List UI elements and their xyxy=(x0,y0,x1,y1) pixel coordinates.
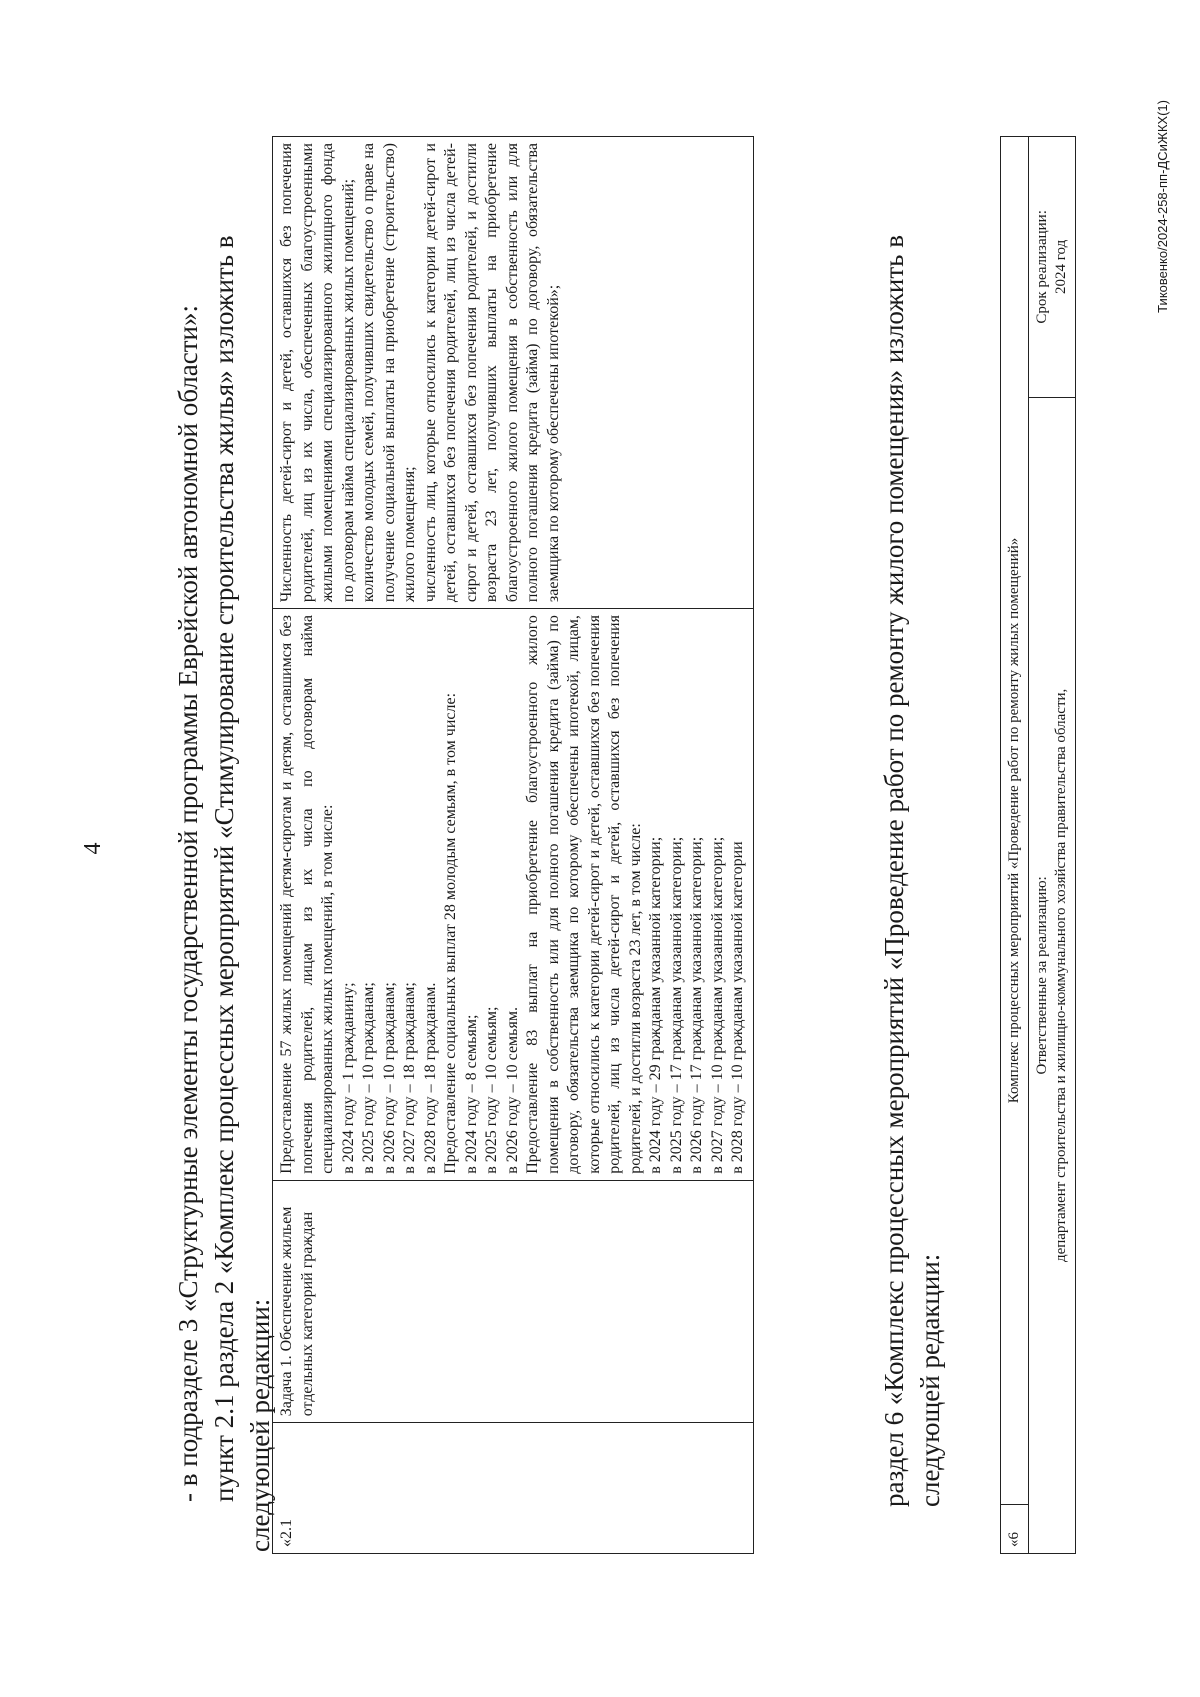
intro-line-edition: следующей редакции: xyxy=(245,1298,275,1552)
intro-paragraph xyxy=(170,152,278,1552)
row-number-cell: «6 xyxy=(1001,1505,1029,1554)
indicator-line: численность лиц, которые относились к категории детей-сирот и детей, оставшихся без попечения родителей, лиц из числа детей-сирот и детей, оставшихся без попечения родителей, и достигли возраста 23 лет, получивших выплаты на приобретение благоустроенного жилого помещения в собственность или для полного погашения кредита (займа) по договору, обязательства заемщика по которому обеспечены ипотекой»; xyxy=(421,143,562,603)
description-cell xyxy=(273,609,754,1181)
term-cell xyxy=(1029,137,1076,398)
description-line: в 2024 году – 1 гражданину; xyxy=(339,982,357,1174)
task-table xyxy=(272,136,754,1554)
document-footer: Тиковенко/2024-258-пп-ДСиЖКХ(1) xyxy=(1155,100,1170,313)
description-line: в 2026 году – 10 семьям. xyxy=(503,1007,521,1174)
task-cell: Задача 1. Обеспечение жильем отдельных категорий граждан xyxy=(273,1180,754,1423)
table-row xyxy=(1001,137,1029,1554)
indicators-cell xyxy=(273,137,754,609)
page-number: 4 xyxy=(80,842,106,855)
description-line: Предоставление 83 выплат на приобретение благоустроенного жилого помещения в собственность или для полного погашения кредита (займа) по договору, обязательства заемщика по которому обеспечены ипотекой, лицам, которые относились к категории детей-сирот и детей, оставшихся без попечения родителей, лиц из числа детей-сирот и детей, оставшихся без попечения родителей, и достигли возраста 23 лет, в том числе: xyxy=(524,615,644,1174)
description-line: в 2028 году – 18 гражданам. xyxy=(421,982,439,1174)
description-line: в 2025 году – 10 семьям; xyxy=(483,1006,500,1174)
description-line: в 2024 году – 8 семьям; xyxy=(462,1014,480,1174)
indicator-line: количество молодых семей, получивших свидетельство о праве на получение социальной выплаты на приобретение (строительство) жилого помещения; xyxy=(360,143,418,603)
indicator-line: Численность детей-сирот и детей, оставшихся без попечения родителей, лиц из их числа, обеспеченных благоустроенными жилыми помещениями специализированного жилищного фонда по договорам найма специализированных жилых помещений; xyxy=(278,143,357,603)
description-line: в 2028 году – 10 гражданам указанной категории xyxy=(729,841,746,1174)
description-line: Предоставление социальных выплат 28 молодым семьям, в том числе: xyxy=(442,692,459,1174)
intro-line-subsection: - в подразделе 3 «Структурные элементы государственной программы Еврейской автономной области»: xyxy=(173,305,203,1502)
description-line: в 2026 году – 17 гражданам указанной категории; xyxy=(688,836,705,1174)
section6-paragraph xyxy=(876,127,948,1507)
description-line: в 2026 году – 10 гражданам; xyxy=(380,982,398,1174)
row-number-cell: «2.1 xyxy=(273,1423,754,1554)
section6-line: раздел 6 «Комплекс процессных мероприятий «Проведение работ по ремонту жилого помещения» изложить в xyxy=(879,235,909,1507)
description-line: в 2024 году – 29 гражданам указанной категории; xyxy=(647,836,664,1174)
table-row xyxy=(1029,137,1076,1554)
responsible-cell xyxy=(1029,397,1076,1553)
description-line: Предоставление 57 жилых помещений детям-сиротам и детям, оставшимся без попечения родителей, лицам из их числа по договорам найма специализированных жилых помещений, в том числе: xyxy=(278,615,336,1174)
complex-table xyxy=(1000,136,1076,1554)
description-line: в 2025 году – 17 гражданам указанной категории; xyxy=(667,836,685,1174)
description-line: в 2027 году – 18 гражданам; xyxy=(401,982,418,1174)
responsible-value: департамент строительства и жилищно-коммунального хозяйства правительства области, xyxy=(1053,688,1069,1263)
term-label: Срок реализации: xyxy=(1034,210,1050,324)
description-line: в 2025 году – 10 гражданам; xyxy=(360,982,377,1174)
section6-line-edition: следующей редакции: xyxy=(915,1253,945,1507)
intro-line-point: пункт 2.1 раздела 2 «Комплекс процессных мероприятий «Стимулирование строительства жилья» изложить в xyxy=(209,235,239,1502)
table-row xyxy=(273,137,754,1554)
complex-title-cell: Комплекс процессных мероприятий «Проведение работ по ремонту жилых помещений» xyxy=(1001,137,1029,1505)
responsible-label: Ответственные за реализацию: xyxy=(1034,876,1050,1075)
term-value: 2024 год xyxy=(1053,239,1069,294)
description-line: в 2027 году – 10 гражданам указанной категории; xyxy=(708,836,726,1174)
